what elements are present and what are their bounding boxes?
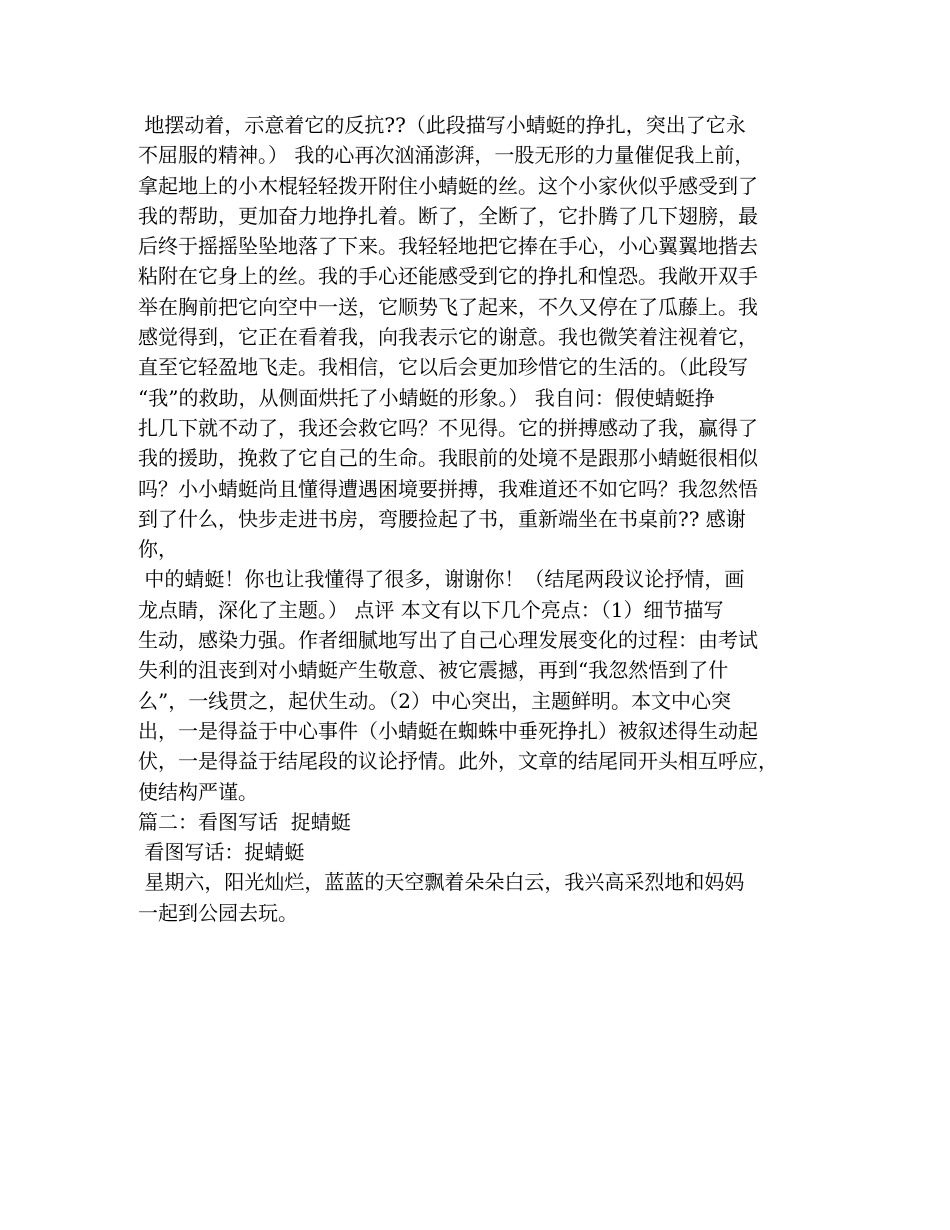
text-line: 出，一是得益于中心事件（小蜻蜓在蜘蛛中垂死挣扎）被叙述得生动起 (138, 718, 758, 743)
subsection-title: 看图写话：捉蜻蜓 (138, 840, 305, 865)
text-line: 伏，一是得益于结尾段的议论抒情。此外，文章的结尾同开头相互呼应， (138, 749, 778, 774)
text-line: 龙点睛，深化了主题。） 点评 本文有以下几个亮点：（1）细节描写 (138, 597, 724, 622)
text-line: 一起到公园去玩。 (138, 900, 298, 925)
text-line: 后终于摇摇坠坠地落了下来。我轻轻地把它捧在手心，小心翼翼地揩去 (138, 234, 758, 259)
text-line: 我的援助，挽救了它自己的生命。我眼前的处境不是跟那小蜻蜓很相似 (138, 446, 758, 471)
text-line: 你， (138, 537, 178, 562)
body-text (138, 110, 838, 928)
text-line: 地摆动着，示意着它的反抗??（此段描写小蜻蜓的挣扎，突出了它永 (138, 113, 746, 137)
text-line: 我的帮助，更加奋力地挣扎着。断了，全断了，它扑腾了几下翅膀，最 (138, 203, 758, 228)
text-line: 中的蜻蜓！你也让我懂得了很多，谢谢你！（结尾两段议论抒情，画 (138, 567, 745, 592)
text-line: 不屈服的精神。） 我的心再次汹涌澎湃，一股无形的力量催促我上前， (138, 143, 755, 168)
text-line: 生动，感染力强。作者细腻地写出了自己心理发展变化的过程：由考试 (138, 628, 758, 653)
text-line: 感觉得到，它正在看着我，向我表示它的谢意。我也微笑着注视着它， (138, 325, 758, 350)
text-line: 吗？小小蜻蜓尚且懂得遭遇困境要拼搏，我难道还不如它吗？我忽然悟 (138, 476, 758, 501)
text-line: 举在胸前把它向空中一送，它顺势飞了起来，不久又停在了瓜藤上。我 (138, 294, 758, 319)
text-line: 粘附在它身上的丝。我的手心还能感受到它的挣扎和惶恐。我敞开双手 (138, 264, 758, 289)
text-line: “我”的救助，从侧面烘托了小蜻蜓的形象。） 我自问：假使蜻蜓挣 (138, 385, 715, 410)
text-line: 直至它轻盈地飞走。我相信，它以后会更加珍惜它的生活的。（此段写 (138, 355, 748, 380)
text-line: 使结构严谨。 (138, 779, 258, 804)
text-line: 失利的沮丧到对小蜻蜓产生敬意、被它震撼，再到“我忽然悟到了什 (138, 658, 729, 683)
text-line: 么”，一线贯之，起伏生动。（2）中心突出，主题鲜明。本文中心突 (138, 688, 731, 713)
section-heading: 篇二：看图写话 捉蜻蜓 (138, 809, 351, 834)
text-line: 扎几下就不动了，我还会救它吗？不见得。它的拼搏感动了我，赢得了 (138, 415, 758, 440)
text-line: 到了什么，快步走进书房，弯腰捡起了书，重新端坐在书桌前?? 感谢 (138, 506, 746, 531)
text-line: 拿起地上的小木棍轻轻拨开附住小蜻蜓的丝。这个小家伙似乎感受到了 (138, 173, 758, 198)
text-line: 星期六，阳光灿烂，蓝蓝的天空飘着朵朵白云，我兴高采烈地和妈妈 (138, 870, 745, 895)
